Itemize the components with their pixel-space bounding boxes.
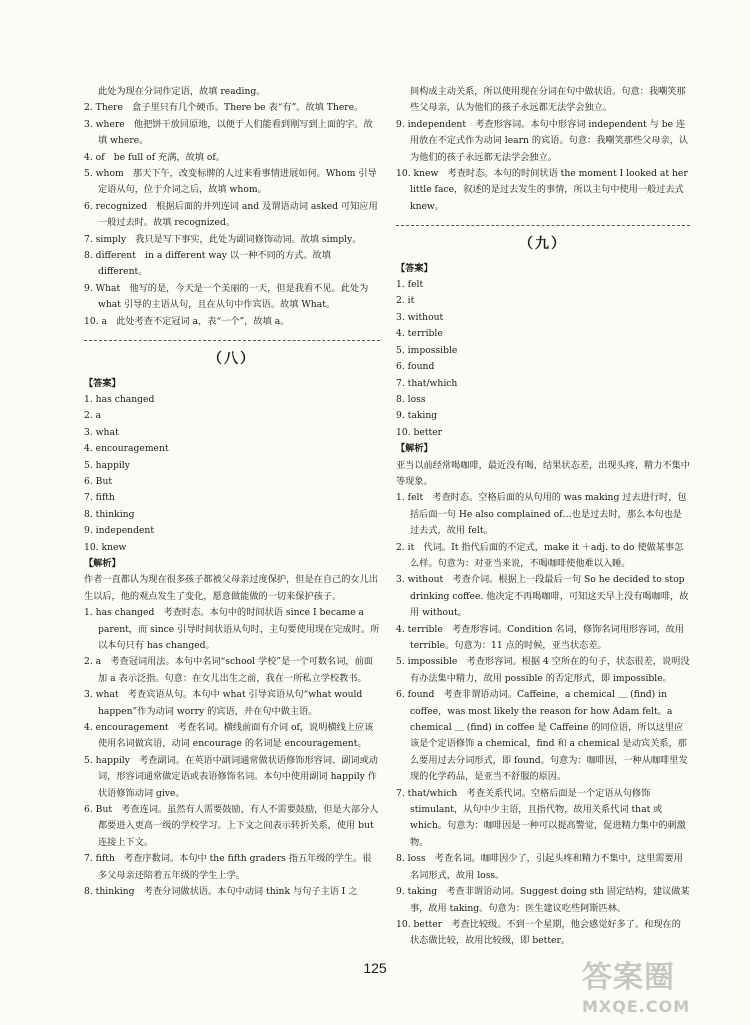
right-column [396, 84, 690, 950]
explanation-item: 2. There 盒子里只有几个硬币。There be 表“有”。故填 There。 [84, 102, 364, 114]
analysis-label: 【解析】 [396, 443, 433, 455]
answer-item: 4. terrible [396, 328, 443, 340]
explanation-item: 3. where 他把饼干放回原地，以便于人们能看到刚写到上面的字。故填 where。 [84, 118, 373, 147]
answer-item: 6. found [396, 361, 435, 373]
explanation-item: 5. impossible 考查形容词。根据 4 空所在的句子，状态很差，说明没有办法集中精力，故用 possible 的否定形式，即 impossible。 [396, 656, 690, 684]
explanation-item: 6. But 考查连词。虽然有人需要鼓励，有人不需要鼓励，但是大部分人都要进入更高一级的学校学习。上下文之间表示转折关系，使用 but 连接上下文。 [84, 804, 379, 848]
explanation-item: 1. has changed 考查时态。本句中的时间状语 since I became a parent，而 since 引导时间状语从句时，主句要使用现在完成时。所以本句只有 has changed。 [84, 607, 380, 651]
explanation-item: 4. terrible 考查形容词。Condition 名词，修饰名词用形容词，故用 terrible。句意为：11 点的时候，亚当状态差。 [396, 623, 685, 651]
section-title-8: （八） [208, 351, 256, 368]
page-number: 125 [363, 960, 387, 976]
analysis-label: 【解析】 [84, 557, 121, 569]
explanation-item: 5. happily 考查副词。在英语中副词通常做状语修饰形容词、副词或动词，形容词通常做定语或表语修饰名词。本句中使用副词 happily 作状语修饰动词 give。 [84, 754, 378, 799]
explanation-item: 4. of be full of 充满，故填 of。 [84, 151, 225, 163]
explanation-item: 7. that/which 考查关系代词。空格后面是一个定语从句修饰 stimulant，从句中少主语，且指代物，故用关系代词 that 或 which。句意为：咖啡因是一种可以提高警觉，促进精力集中的刺激物。 [396, 787, 686, 848]
analysis-intro-8: 作者一直都认为现在很多孩子都被父母亲过度保护，但是在自己的女儿出生以后，他的观点发生了变化，愿意做能做的一切来保护孩子。 [84, 574, 378, 602]
answers-list-9 [396, 277, 690, 441]
explanations-9 [396, 490, 690, 949]
answer-item: 2. it [396, 295, 415, 307]
explanation-item: 此处为现在分词作定语，故填 reading。 [98, 86, 266, 97]
answers-label: 【答案】 [84, 377, 121, 389]
section-title-9: （九） [519, 236, 567, 253]
answer-item: 7. that/which [396, 377, 458, 389]
explanation-item: 6. found 考查非谓语动词。Caffeine，a chemical ＿ (find) in coffee，was most likely the reason for how Adam felt。a chemical ＿ (find) in coffee 是 Caffeine 的同位语，所以这里应该是个定语修饰 a chemical，find 和 a chemical 是动宾关系，那么要用过去分词形式，即 found。句意为：咖啡因，一种从咖啡里发现的化学药品，是亚当不舒服的原因。 [396, 689, 688, 783]
answer-item: 4. encouragement [84, 443, 169, 455]
watermark-mark: 答案圈 [582, 960, 675, 995]
explanation-item: 1. felt 考查时态。空格后面的从句用的 was making 过去进行时，包括后面一句 He also complained of…也是过去时，那么本句也是过去式，故用 felt。 [396, 492, 687, 537]
explanation-item: 8. loss 考查名词。咖啡因少了，引起头疼和精力不集中，这里需要用名词形式，故用 loss。 [396, 853, 683, 881]
explanation-item: 3. what 考查宾语从句。本句中 what 引导宾语从句“what would happen”作为动词 worry 的宾语，并在句中做主语。 [84, 689, 363, 717]
explanation-item: 10. better 考查比较级。不到一个星期，他会感觉好多了。和现在的状态做比较，故用比较级，即 better。 [396, 918, 681, 947]
answers-list-8 [84, 392, 380, 556]
explanation-item: 2. a 考查冠词用法。本句中名词“school 学校”是一个可数名词，前面加 a 表示泛指。句意：在女儿出生之前，我在一所私立学校教书。 [84, 656, 373, 684]
explanation-item: 8. thinking 考查分词做状语。本句中动词 think 与句子主语 I 之 [84, 886, 358, 898]
explanation-item: 5. whom 那天下午，改变标牌的人过来看事情进展如何。Whom 引导定语从句，位于介词之后，故填 whom。 [84, 168, 377, 196]
answer-item: 3. without [396, 311, 444, 323]
explanation-item: 7. fifth 考查序数词。本句中 the fifth graders 指五年级的学生。很多父母亲还陪着五年级的学生上学。 [84, 853, 372, 881]
watermark-url: MXQE.COM [582, 997, 691, 1016]
explanation-item: 9. independent 考查形容词。本句中形容词 independent 与 be 连用放在不定式作为动词 learn 的宾语。句意：我嘲笑那些父母亲，认为他们的孩子永远都无法学会独立。 [396, 118, 689, 163]
answer-item: 7. fifth [84, 492, 115, 504]
explanation-item: 10. knew 考查时态。本句的时间状语 the moment I looked at her little face，叙述的是过去发生的事情，所以主句中使用一般过去式 knew。 [396, 168, 688, 212]
explanation-item: 8. different in a different way 以一种不同的方式。故填 different。 [84, 250, 331, 278]
explanations-8 [84, 605, 380, 900]
answer-item: 5. happily [84, 459, 130, 471]
explanation-item: 7. simply 我只是写下事实，此处为副词修饰动词。故填 simply。 [84, 233, 362, 245]
explanation-item: 10. a 此处考查不定冠词 a，表“一个”，故填 a。 [84, 315, 290, 327]
answer-item: 8. thinking [84, 508, 135, 520]
divider [84, 340, 380, 341]
answer-item: 2. a [84, 410, 102, 422]
left-top-items [84, 84, 380, 330]
answer-item: 1. has changed [84, 393, 155, 405]
answer-item: 10. knew [84, 541, 127, 553]
answer-item: 5. impossible [396, 344, 458, 356]
answer-item: 8. loss [396, 393, 426, 405]
answers-label: 【答案】 [396, 262, 433, 274]
explanation-item: 6. recognized 根据后面的并列连词 and 及谓语动词 asked 可知应用一般过去时。故填 recognized。 [84, 200, 378, 229]
explanation-item: 3. without 考查介词。根据上一段最后一句 So he decided to stop drinking coffee. 他决定不再喝咖啡，可知这天早上没有喝咖啡，故用 without。 [396, 574, 689, 619]
right-top-items [396, 84, 690, 215]
explanation-item: 9. What 他写的是，今天是一个美丽的一天，但是我看不见。此处为 what 引导的主语从句，且在从句中作宾语。故填 What。 [84, 282, 369, 311]
answer-item: 9. independent [84, 525, 155, 537]
explanation-item: 4. encouragement 考查名词。横线前面有介词 of，说明横线上应该使用名词做宾语，动词 encourage 的名词是 encouragement。 [84, 722, 374, 750]
answer-item: 10. better [396, 426, 443, 438]
answer-item: 9. taking [396, 410, 438, 422]
answer-item: 6. But [84, 475, 113, 487]
answer-item: 3. what [84, 426, 119, 438]
divider [396, 225, 690, 226]
watermark-logo [582, 959, 732, 1017]
explanation-item: 2. it 代词。It 指代后面的不定式，make it ＋adj. to do 使做某事怎么样。句意为：对亚当来说，不喝咖啡使他难以入睡。 [396, 541, 684, 569]
left-column [84, 84, 380, 901]
analysis-intro-9: 亚当以前经常喝咖啡，最近没有喝，结果状态差，出现头疼，精力不集中等现象。 [396, 459, 690, 487]
explanation-item: 间构成主动关系，所以使用现在分词在句中做状语。句意：我嘲笑那些父母亲，认为他们的孩子永远都无法学会独立。 [410, 86, 686, 114]
answer-item: 1. felt [396, 279, 424, 291]
explanation-item: 9. taking 考查非谓语动词。Suggest doing sth 固定结构，建议做某事，故用 taking。句意为：医生建议吃些阿斯匹林。 [396, 886, 690, 914]
